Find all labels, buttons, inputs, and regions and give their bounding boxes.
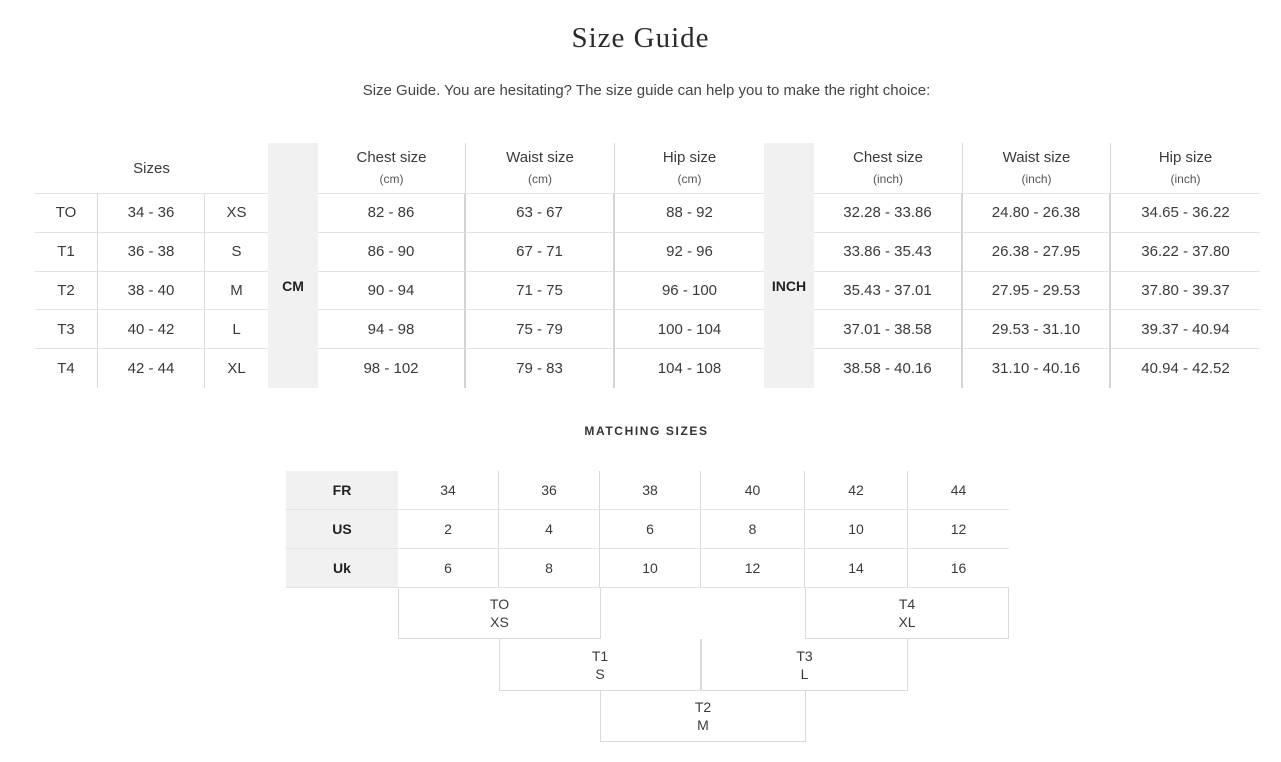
cm-header-label: Chest size [356, 149, 427, 167]
size-cell-chest_cm: 90 - 94 [318, 272, 466, 311]
size-group-box [805, 588, 1009, 639]
matching-cell: 16 [908, 549, 1009, 588]
size-cell-chest_cm: 98 - 102 [318, 349, 466, 388]
inch-header-label: Waist size [1002, 149, 1071, 167]
size-cell-code: T4 [35, 349, 98, 388]
size-cell-fr: 42 - 44 [98, 349, 205, 388]
size-cell-code: T3 [35, 310, 98, 349]
size-cell-chest_in: 38.58 - 40.16 [814, 349, 963, 388]
size-cell-fr: 40 - 42 [98, 310, 205, 349]
size-cell-hip_in: 40.94 - 42.52 [1141, 360, 1230, 378]
cm-header-unit: (cm) [528, 172, 552, 187]
size-cell-letter: M [205, 272, 268, 311]
matching-cell: 4 [499, 510, 600, 549]
matching-cell: 10 [600, 549, 701, 588]
inch-header-2 [1111, 143, 1260, 194]
size-cell-fr: 34 - 36 [98, 194, 205, 233]
size-cell-waist_in: 29.53 - 31.10 [963, 310, 1111, 349]
size-cell-waist_in: 31.10 - 40.16 [963, 349, 1111, 388]
matching-cell: 36 [499, 471, 600, 510]
size-cell-chest_in: 32.28 - 33.86 [814, 194, 963, 233]
cm-header-unit: (cm) [677, 172, 702, 187]
matching-cell: 14 [805, 549, 908, 588]
size-group-letter: M [697, 717, 709, 733]
size-cell-chest_cm: 86 - 90 [318, 233, 466, 272]
matching-cell: 40 [701, 471, 805, 510]
inch-header-0 [814, 143, 963, 194]
size-cell-waist_in: 24.80 - 26.38 [963, 194, 1111, 233]
cm-header-unit: (cm) [379, 172, 404, 187]
size-cell-waist_in: 26.38 - 27.95 [963, 233, 1111, 272]
size-cell-letter: S [205, 233, 268, 272]
size-cell-hip_cm: 96 - 100 [615, 272, 764, 311]
matching-cell: 8 [499, 549, 600, 588]
size-cell-chest_in: 37.01 - 38.58 [814, 310, 963, 349]
size-cell-hip_cm: 92 - 96 [615, 233, 764, 272]
size-cell-code: T2 [35, 272, 98, 311]
size-cell-hip_in: 37.80 - 39.37 [1111, 272, 1260, 311]
matching-cell: 12 [701, 549, 805, 588]
country-label-us: US [286, 510, 398, 549]
sizes-header: Sizes [35, 143, 268, 194]
size-group-box [600, 691, 806, 742]
size-cell-waist_cm: 79 - 83 [466, 349, 615, 388]
size-cell-chest_in: 35.43 - 37.01 [814, 272, 963, 311]
size-cell-waist_cm: 71 - 75 [466, 272, 615, 311]
country-label-uk: Uk [286, 549, 398, 588]
size-cell-waist_cm: 63 - 67 [466, 194, 615, 233]
size-cell-hip_in: 36.22 - 37.80 [1111, 233, 1260, 272]
size-group-box [499, 639, 701, 691]
size-cell-letter: XS [205, 194, 268, 233]
matching-cell: 8 [701, 510, 805, 549]
cm-header-label: Hip size [662, 149, 717, 167]
size-group-code: TO [489, 596, 510, 612]
inch-header-1 [963, 143, 1111, 194]
size-cell-chest_cm: 94 - 98 [318, 310, 466, 349]
size-cell-hip_cm: 104 - 108 [657, 360, 722, 378]
page-subtitle: Size Guide. You are hesitating? The size guide can help you to make the right choice: [362, 82, 931, 99]
size-group-box [701, 639, 908, 691]
inch-header-unit: (inch) [1021, 172, 1052, 187]
country-label-fr: FR [286, 471, 398, 510]
cm-unit-band: CM [268, 143, 318, 388]
matching-cell: 2 [398, 510, 499, 549]
size-cell-hip_cm: 88 - 92 [615, 194, 764, 233]
size-cell-hip_cm: 100 - 104 [615, 310, 764, 349]
size-group-letter: XL [898, 614, 916, 630]
size-group-code: T1 [591, 647, 609, 664]
cm-header-0 [318, 143, 466, 194]
matching-cell: 12 [908, 510, 1009, 549]
matching-cell: 42 [805, 471, 908, 510]
size-cell-waist_cm: 75 - 79 [466, 310, 615, 349]
size-group-box [398, 588, 601, 639]
size-cell-fr: 38 - 40 [98, 272, 205, 311]
inch-header-unit: (inch) [872, 172, 903, 187]
size-cell-code: TO [35, 194, 98, 233]
size-cell-hip_in: 39.37 - 40.94 [1111, 310, 1260, 349]
size-group-code: T2 [694, 699, 712, 715]
size-group-letter: L [800, 665, 809, 682]
cm-header-2 [615, 143, 764, 194]
size-cell-fr: 36 - 38 [98, 233, 205, 272]
size-group-code: T4 [898, 596, 916, 612]
inch-header-unit: (inch) [1170, 172, 1201, 187]
size-cell-letter: XL [227, 360, 246, 378]
size-cell-letter: L [205, 310, 268, 349]
size-cell-waist_cm: 67 - 71 [466, 233, 615, 272]
inch-header-label: Hip size [1158, 149, 1213, 167]
matching-cell: 10 [805, 510, 908, 549]
size-cell-code: T1 [35, 233, 98, 272]
matching-cell: 44 [908, 471, 1009, 510]
cm-header-1 [466, 143, 615, 194]
size-group-letter: XS [490, 614, 509, 630]
page-title: Size Guide [571, 22, 710, 54]
inch-header-label: Chest size [852, 149, 924, 167]
matching-cell: 38 [600, 471, 701, 510]
size-cell-chest_cm: 82 - 86 [318, 194, 466, 233]
matching-cell: 6 [600, 510, 701, 549]
matching-sizes-title: MATCHING SIZES [584, 424, 709, 438]
cm-header-label: Waist size [506, 149, 574, 167]
matching-cell: 34 [398, 471, 499, 510]
size-cell-chest_in: 33.86 - 35.43 [814, 233, 963, 272]
size-cell-hip_in: 34.65 - 36.22 [1111, 194, 1260, 233]
matching-cell: 6 [398, 549, 499, 588]
size-group-code: T3 [796, 647, 813, 664]
size-cell-waist_in: 27.95 - 29.53 [963, 272, 1111, 311]
size-group-letter: S [595, 665, 605, 682]
inch-unit-band: INCH [764, 143, 814, 388]
